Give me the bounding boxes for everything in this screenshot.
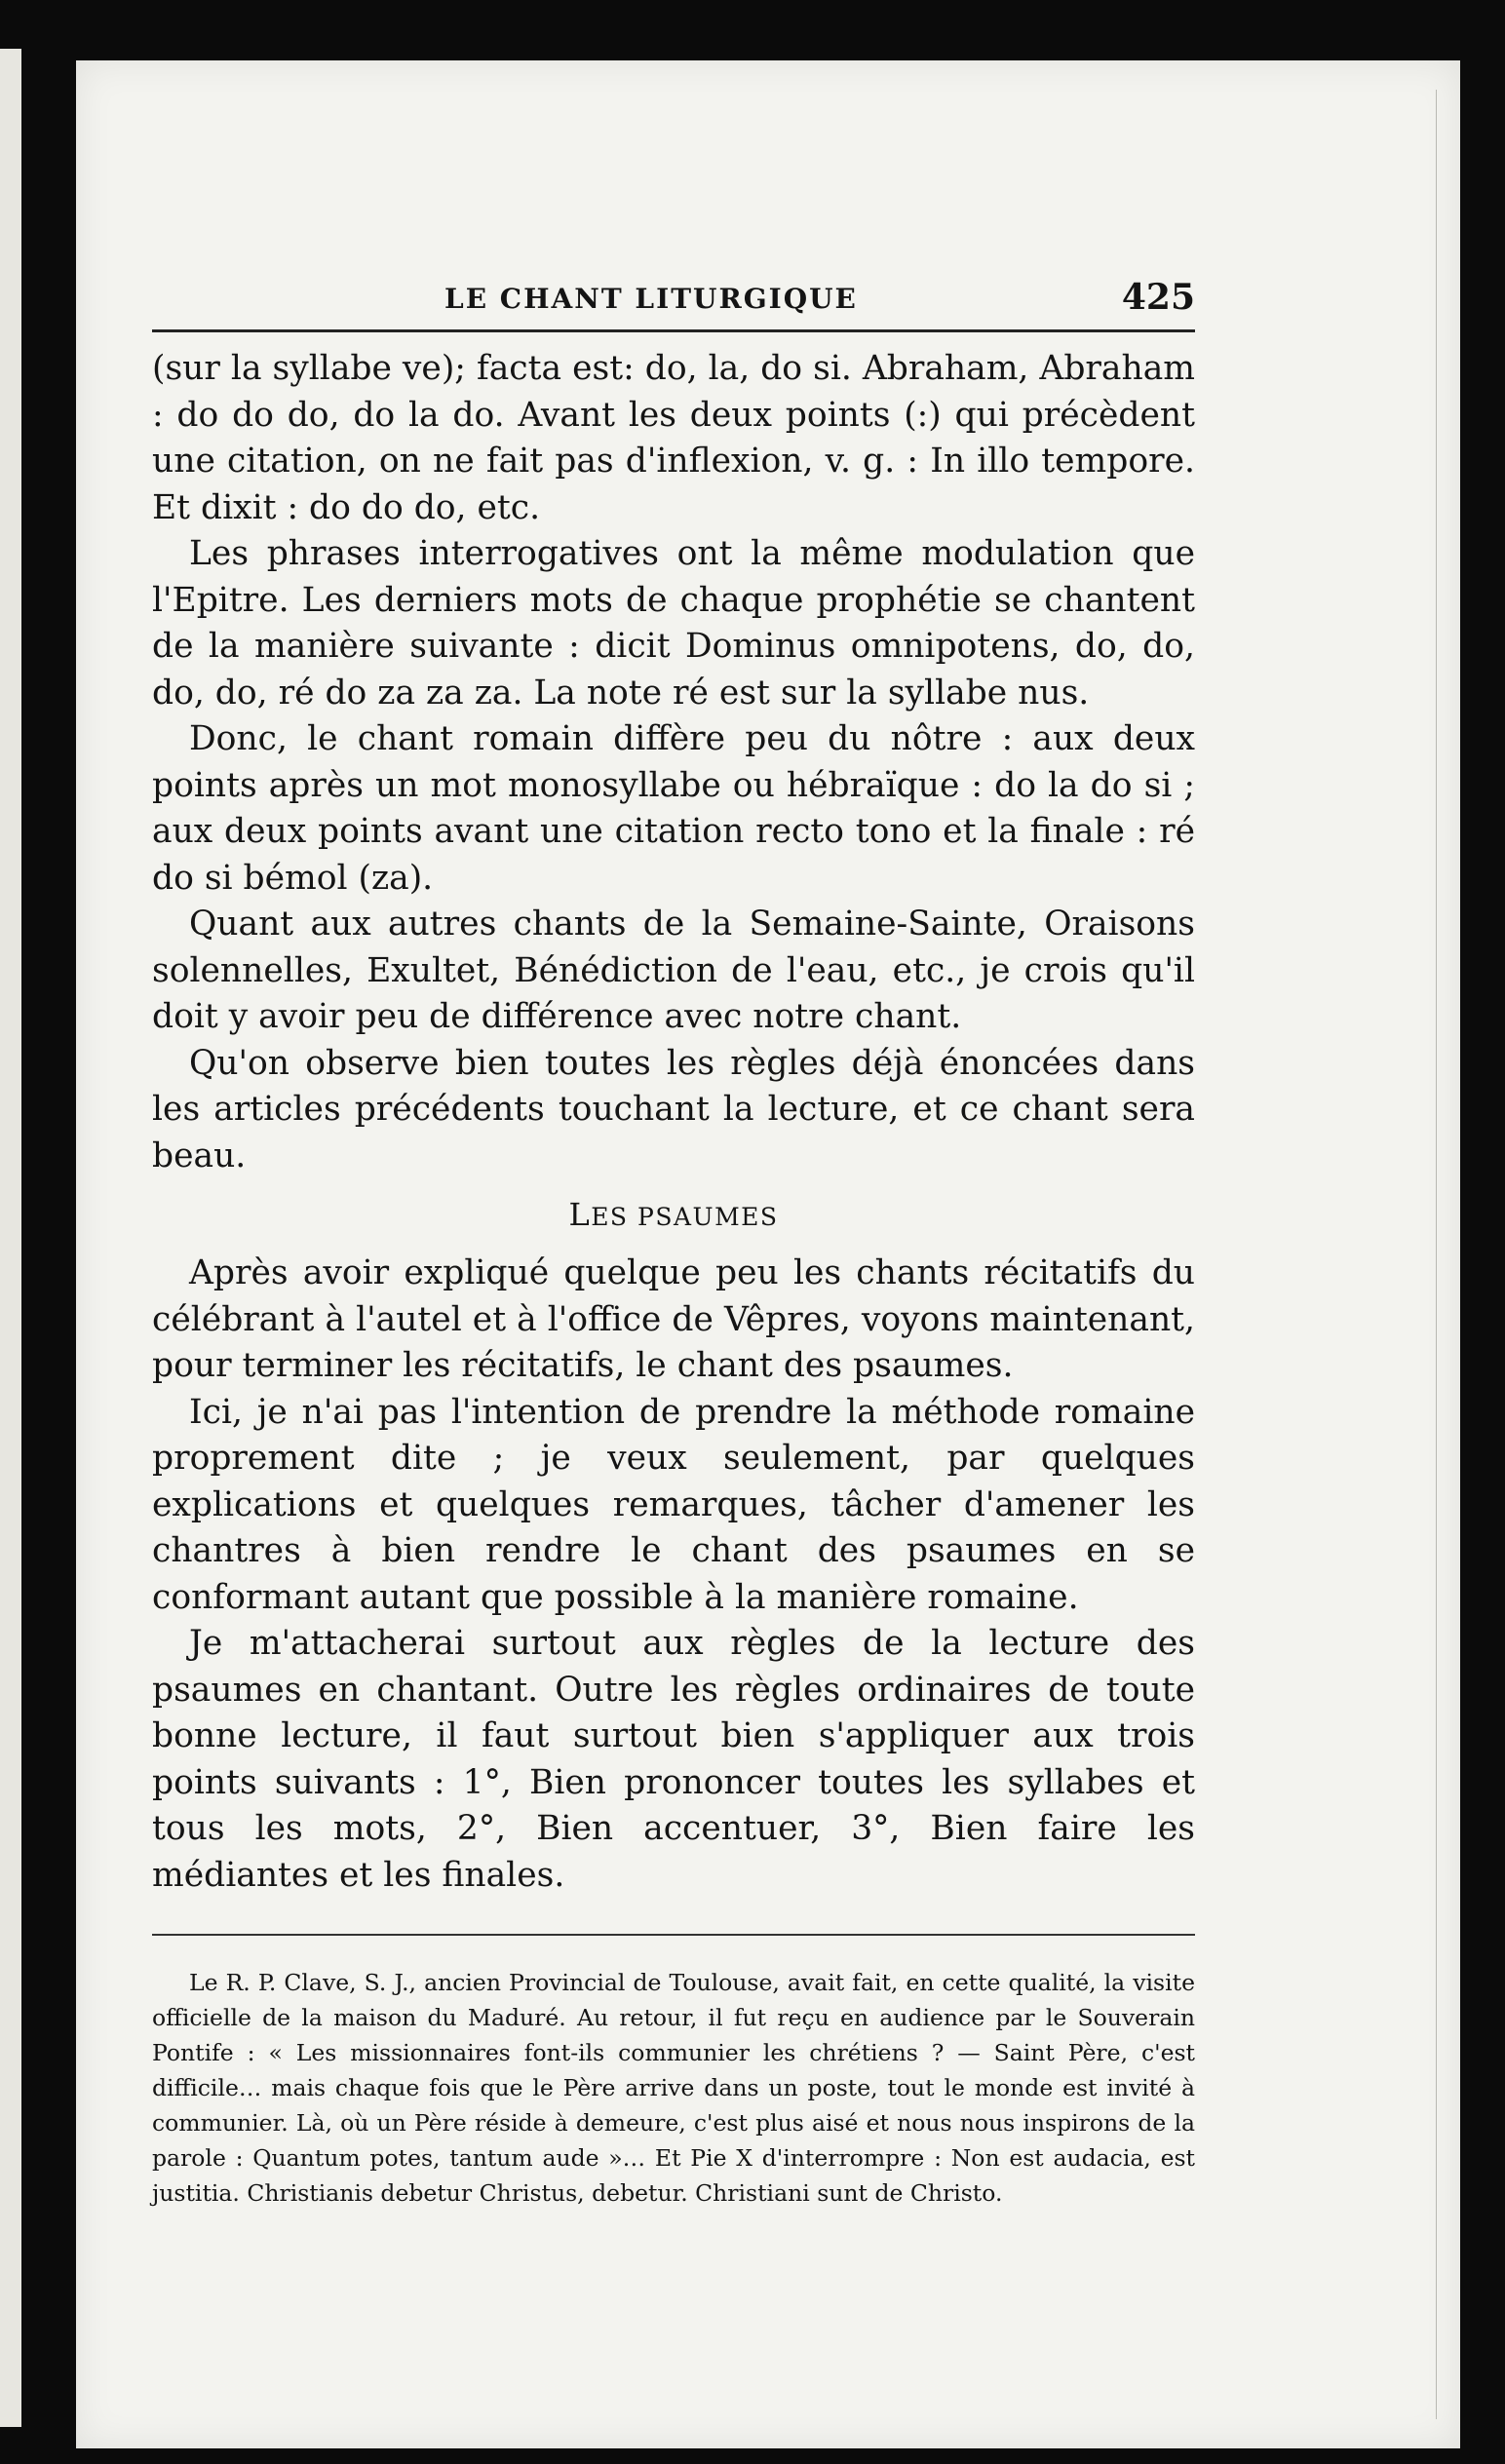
paragraph: Quant aux autres chants de la Semaine-Sainte, Oraisons solennelles, Exultet, Bénédiction de l'eau, etc., je crois qu'il doit y avoir peu de différence avec notre chant. [152, 905, 1195, 1036]
running-head [152, 275, 1195, 332]
paragraph: Ici, je n'ai pas l'intention de prendre la méthode romaine proprement dite ; je veux seulement, par quelques explications et quelques remarques, tâcher d'amener les chantres à bien rendre le chant des psaumes en se conformant autant que possible à la manière romaine. [152, 1392, 1195, 1617]
body-text [152, 346, 1195, 1899]
book-page [76, 60, 1460, 2448]
paragraph: Donc, le chant romain diffère peu du nôtre : aux deux points après un mot monosyllabe ou hébraïque : do la do si ; aux deux points avant une citation recto tono et la finale : ré do si bémol (za). [152, 719, 1195, 898]
paragraph: Les phrases interrogatives ont la même modulation que l'Epitre. Les derniers mots de chaque prophétie se chantent de la manière suivante : dicit Dominus omnipotens, do, do, do, do, ré do za za za. La note ré est sur la syllabe nus. [152, 534, 1195, 712]
paragraph: Je m'attacherai surtout aux règles de la lecture des psaumes en chantant. Outre les règles ordinaires de toute bonne lecture, il faut surtout bien s'appliquer aux trois points suivants : 1°, Bien prononcer toutes les syllabes et tous les mots, 2°, Bien accentuer, 3°, Bien faire les médiantes et les finales. [152, 1624, 1195, 1895]
footnote-rule [152, 1934, 1195, 1936]
text-block [152, 275, 1195, 2211]
section-heading [152, 1185, 1195, 1247]
running-title: LE CHANT LITURGIQUE [444, 283, 858, 315]
section-heading-rest: ES PSAUMES [591, 1203, 779, 1231]
paragraph: (sur la syllabe ve); facta est: do, la, do si. Abraham, Abraham : do do do, do la do. Avant les deux points (:) qui précèdent une citation, on ne fait pas d'inflexion, v. g. : In illo tempore. Et dixit : do do do, etc. [152, 349, 1195, 527]
page-number: 425 [1121, 277, 1195, 318]
paragraph: Après avoir expliqué quelque peu les chants récitatifs du célébrant à l'autel et à l'office de Vêpres, voyons maintenant, pour terminer les récitatifs, le chant des psaumes. [152, 1253, 1195, 1385]
facing-page-edge [0, 49, 21, 2427]
page-edge-line [1436, 90, 1437, 2419]
paragraph: Qu'on observe bien toutes les règles déjà énoncées dans les articles précédents touchant la lecture, et ce chant sera beau. [152, 1043, 1195, 1175]
section-heading-initial: L [568, 1196, 592, 1233]
footnote: Le R. P. Clave, S. J., ancien Provincial de Toulouse, avait fait, en cette qualité, la visite officielle de la maison du Maduré. Au retour, il fut reçu en audience par le Souverain Pontife : « Les missionnaires font-ils communier les chrétiens ? — Saint Père, c'est difficile… mais chaque fois que le Père arrive dans un poste, tout le monde est invité à communier. Là, où un Père réside à demeure, c'est plus aisé et nous nous inspirons de la parole : Quantum potes, tantum aude »… Et Pie X d'interrompre : Non est audacia, est justitia. Christianis debetur Christus, debetur. Christiani sunt de Christo. [152, 1969, 1195, 2207]
